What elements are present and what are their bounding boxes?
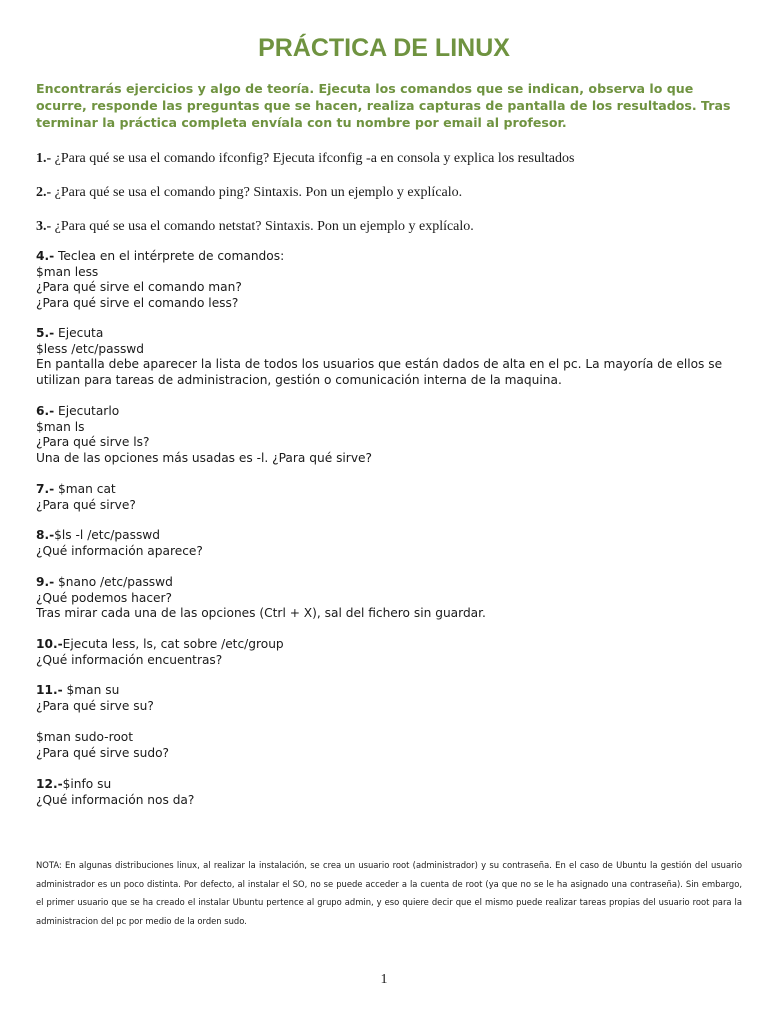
question-number: 2.- xyxy=(36,185,52,200)
question-4 xyxy=(36,249,742,311)
question-2 xyxy=(36,184,742,201)
question-11 xyxy=(36,683,742,714)
question-text: $info su xyxy=(62,777,112,791)
command-line: $man sudo-root xyxy=(36,730,134,744)
question-text: $man su xyxy=(62,683,120,697)
question-number: 7.- xyxy=(36,482,55,496)
question-number: 11.- xyxy=(36,683,63,697)
question-9 xyxy=(36,575,742,622)
question-number: 1.- xyxy=(36,151,52,166)
question-text: Ejecuta less, ls, cat sobre /etc/group xyxy=(62,637,284,651)
question-text: $man cat xyxy=(54,482,116,496)
question-6 xyxy=(36,404,742,466)
question-10 xyxy=(36,637,742,668)
question-line: ¿Para qué sirve su? xyxy=(36,698,154,713)
command-line: $man less xyxy=(36,264,99,279)
question-line: ¿Qué información encuentras? xyxy=(36,652,223,667)
question-7 xyxy=(36,482,742,513)
page-number: 1 xyxy=(380,972,388,987)
command-line: $man ls xyxy=(36,419,85,434)
question-12 xyxy=(36,777,742,808)
question-line: Una de las opciones más usadas es -l. ¿Para qué sirve? xyxy=(36,450,372,465)
question-3 xyxy=(36,218,742,235)
question-number: 8.- xyxy=(36,528,55,542)
question-text: $ls -l /etc/passwd xyxy=(54,528,160,542)
question-11-sudo xyxy=(36,730,742,761)
document-title: PRÁCTICA DE LINUX xyxy=(258,34,510,62)
question-number: 5.- xyxy=(36,326,55,340)
question-number: 4.- xyxy=(36,249,55,263)
question-line: Tras mirar cada una de las opciones (Ctrl + X), sal del fichero sin guardar. xyxy=(36,606,486,620)
question-number: 9.- xyxy=(36,575,55,589)
question-line: ¿Para qué sirve ls? xyxy=(36,435,150,449)
question-line: ¿Para qué sirve sudo? xyxy=(36,745,169,760)
question-text: ¿Para qué se usa el comando ping? Sintaxis. Pon un ejemplo y explícalo. xyxy=(51,185,463,200)
question-line: ¿Qué información aparece? xyxy=(36,543,203,558)
question-1 xyxy=(36,150,742,167)
note-paragraph: NOTA: En algunas distribuciones linux, al realizar la instalación, se crea un usuario root (administrador) y su contraseña. En el caso de Ubuntu la gestión del usuario administrador es un poco distinta. Por defecto, al instalar el SO, no se puede acceder a la cuenta de root (ya que no se le ha asignado una contraseña). Sin embargo, el primer usuario que se ha creado el instalar Ubuntu pertence al grupo admin, y eso quiere decir que el mismo puede realizar tareas propias del usuario root para la administracion del pc por medio de la orden sudo. xyxy=(36,860,742,926)
question-line: ¿Para qué sirve el comando man? xyxy=(36,280,242,294)
question-number: 3.- xyxy=(36,219,52,234)
question-number: 12.- xyxy=(36,777,63,791)
question-8 xyxy=(36,528,742,559)
question-line: ¿Para qué sirve el comando less? xyxy=(36,295,239,310)
question-text: ¿Para qué se usa el comando ifconfig? Ejecuta ifconfig -a en consola y explica los resultados xyxy=(51,151,575,166)
question-line: ¿Qué información nos da? xyxy=(36,792,195,807)
question-number: 10.- xyxy=(36,637,63,651)
intro-paragraph: Encontrarás ejercicios y algo de teoría. Ejecuta los comandos que se indican, observa lo que ocurre, responde las preguntas que se hacen, realiza capturas de pantalla de los resultados. Tras terminar la práctica completa envíala con tu nombre por email al profesor. xyxy=(36,81,731,130)
question-text: Teclea en el intérprete de comandos: xyxy=(54,249,285,263)
question-text: Ejecutarlo xyxy=(54,404,120,418)
question-5 xyxy=(36,326,742,388)
explanation-text: En pantalla debe aparecer la lista de todos los usuarios que están dados de alta en el pc. La mayoría de ellos se utilizan para tareas de administracion, gestión o comunicación interna de la maquina. xyxy=(36,357,723,387)
question-line: ¿Para qué sirve? xyxy=(36,497,136,512)
question-line: ¿Qué podemos hacer? xyxy=(36,590,173,605)
question-text: $nano /etc/passwd xyxy=(54,575,173,589)
question-number: 6.- xyxy=(36,404,55,418)
question-text: ¿Para qué se usa el comando netstat? Sintaxis. Pon un ejemplo y explícalo. xyxy=(51,219,474,234)
command-line: $less /etc/passwd xyxy=(36,341,145,356)
question-text: Ejecuta xyxy=(54,326,104,340)
